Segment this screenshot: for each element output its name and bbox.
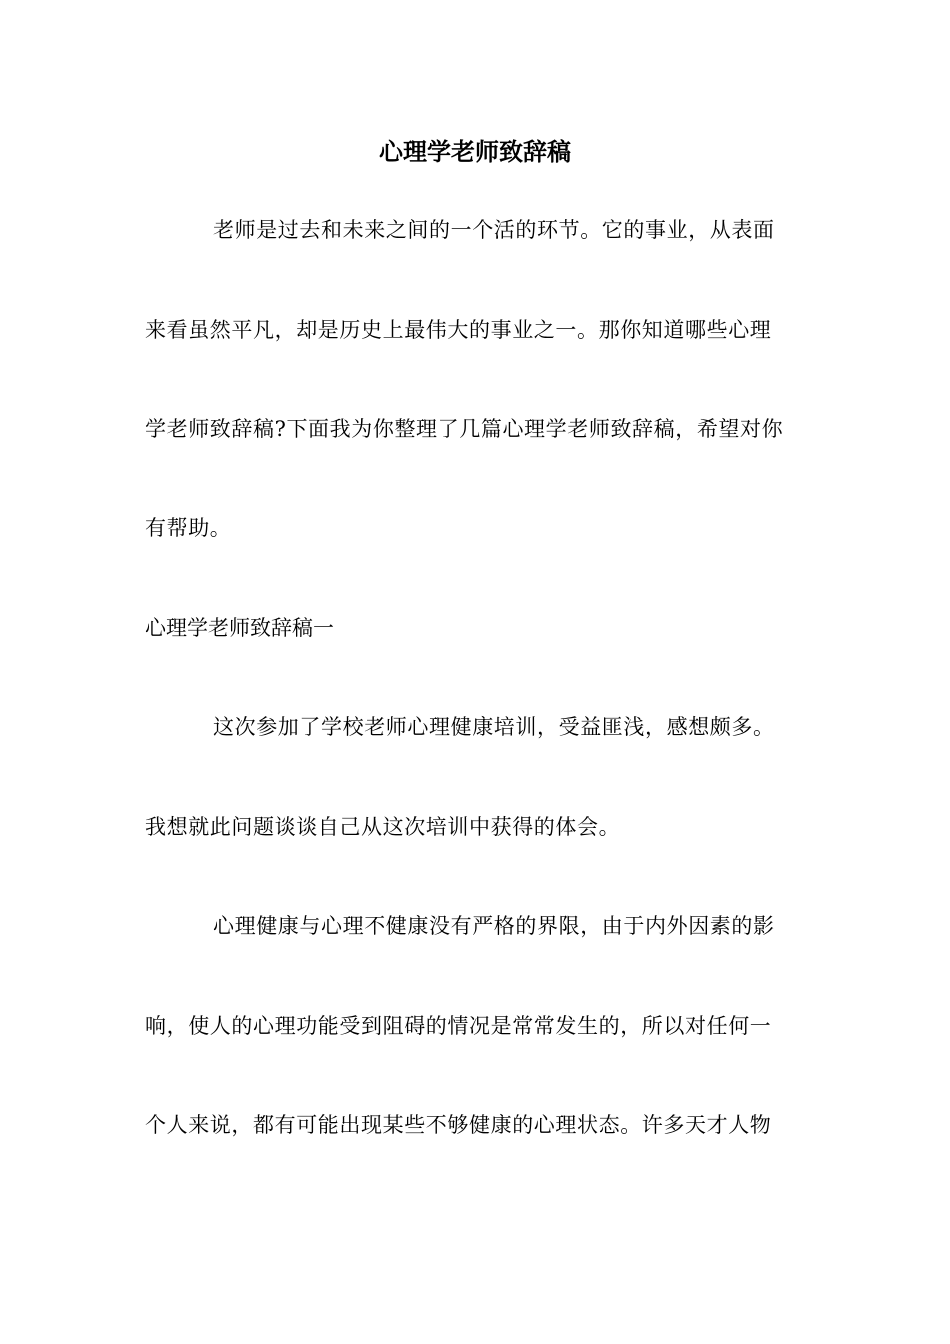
paragraph-line: 心理健康与心理不健康没有严格的界限，由于内外因素的影 [213, 914, 775, 938]
paragraph-line: 响，使人的心理功能受到阻碍的情况是常常发生的，所以对任何一 [145, 1014, 772, 1038]
paragraph-line: 学老师致辞稿?下面我为你整理了几篇心理学老师致辞稿，希望对你 [145, 417, 784, 441]
paragraph-line: 个人来说，都有可能出现某些不够健康的心理状态。许多天才人物 [145, 1113, 772, 1137]
paragraph-line: 老师是过去和未来之间的一个活的环节。它的事业，从表面 [213, 218, 775, 242]
section-heading: 心理学老师致辞稿一 [145, 616, 334, 640]
document-title: 心理学老师致辞稿 [379, 138, 571, 166]
paragraph-line: 来看虽然平凡，却是历史上最伟大的事业之一。那你知道哪些心理 [145, 318, 772, 342]
paragraph-line: 有帮助。 [145, 516, 232, 540]
paragraph-line: 我想就此问题谈谈自己从这次培训中获得的体会。 [145, 815, 621, 839]
paragraph-line: 这次参加了学校老师心理健康培训，受益匪浅，感想颇多。 [213, 715, 775, 739]
